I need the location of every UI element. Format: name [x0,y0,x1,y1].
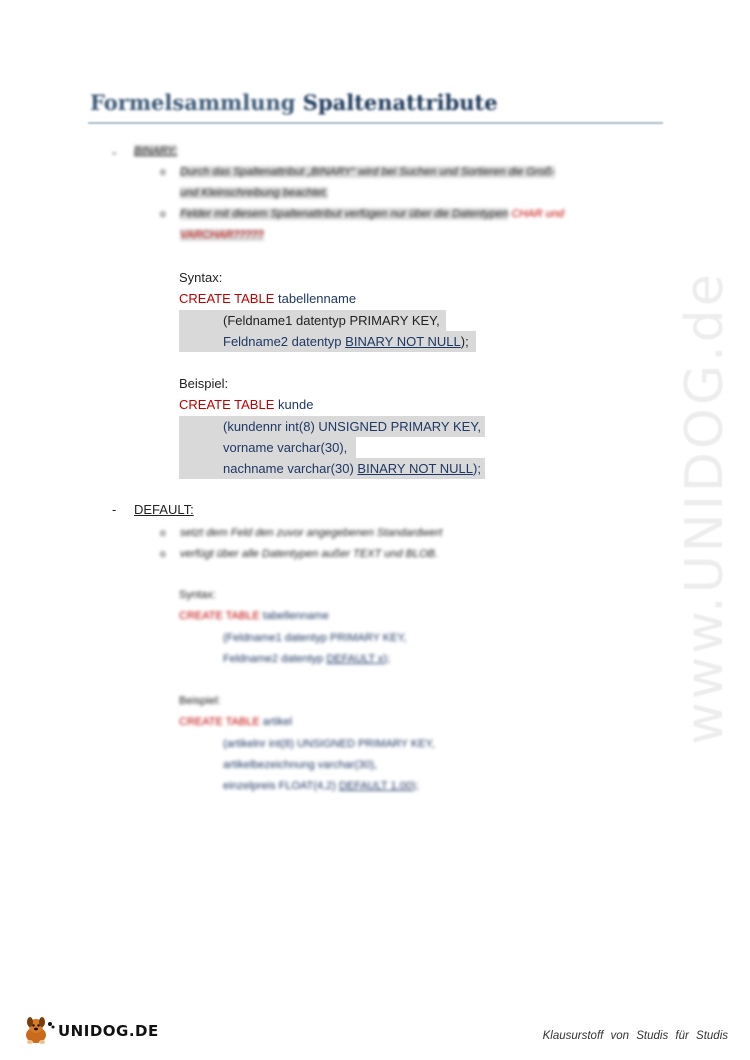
example-line-1: (kundennr int(8) UNSIGNED PRIMARY KEY, [179,416,485,437]
page-title [90,90,498,115]
example-create-line: CREATE TABLE kunde [179,397,314,413]
title-accent: Spaltenattribute [302,90,498,115]
binary-point-2: o Felder mit diesem Spaltenattribut verfügen nur über die Datentypen CHAR und VARCHAR????? [180,204,564,246]
example-label: Beispiel: [179,376,229,391]
binary-example-block [179,373,485,479]
example-line-3: nachname varchar(30) BINARY NOT NULL); [179,458,485,479]
syntax-label: Syntax: [179,589,216,601]
footer-tagline: Klausurstoff von Studis für Studis [542,1030,728,1042]
title-prefix: Formelsammlung [90,90,296,115]
footer-logo[interactable] [22,1015,159,1047]
syntax-line-1: (Feldname1 datentyp PRIMARY KEY, [179,310,446,331]
bullet-icon: o [160,528,166,539]
example-line-1: (artikelnr int(8) UNSIGNED PRIMARY KEY, [223,737,435,750]
bullet-icon: o [160,167,166,178]
default-dash: - [112,502,117,517]
watermark [660,270,750,745]
default-example-block [179,691,435,797]
watermark-text: www.UNIDOG.de [675,270,735,745]
binary-dash: - [112,145,117,160]
example-line-2: vorname varchar(30), [179,437,356,458]
binary-point-1: o Durch das Spaltenattribut „BINARY“ wird bei Suchen und Sortieren die Groß- und Kleinschreibung beachtet. [180,162,555,204]
syntax-line-1: (Feldname1 datentyp PRIMARY KEY, [223,631,407,644]
default-heading: DEFAULT: [134,502,194,517]
example-create-line: CREATE TABLE artikel [179,716,293,729]
binary-heading: BINARY: [134,145,178,157]
syntax-line-2: Feldname2 datentyp DEFAULT x); [223,652,391,665]
example-line-2: artikelbezeichnung varchar(30), [223,758,378,771]
syntax-line-2: Feldname2 datentyp BINARY NOT NULL); [179,331,476,352]
bullet-icon: o [160,549,166,560]
dog-logo-icon [22,1016,56,1046]
syntax-create-line: CREATE TABLE tabellenname [179,291,357,307]
example-line-3: einzelpreis FLOAT(4,2) DEFAULT 1.00); [223,780,419,793]
title-divider [88,122,663,124]
default-syntax-block [179,585,406,670]
syntax-create-line: CREATE TABLE tabellenname [179,610,329,623]
bullet-icon: o [160,209,166,220]
default-point-2: o verfügt über alle Datentypen außer TEXT und BLOB. [180,544,438,565]
default-point-1: o setzt dem Feld den zuvor angegebenen Standardwert [180,523,442,544]
logo-text: UNIDOG.DE [58,1022,159,1040]
binary-syntax-block [179,267,476,352]
example-label: Beispiel: [179,695,221,707]
syntax-label: Syntax: [179,270,223,285]
